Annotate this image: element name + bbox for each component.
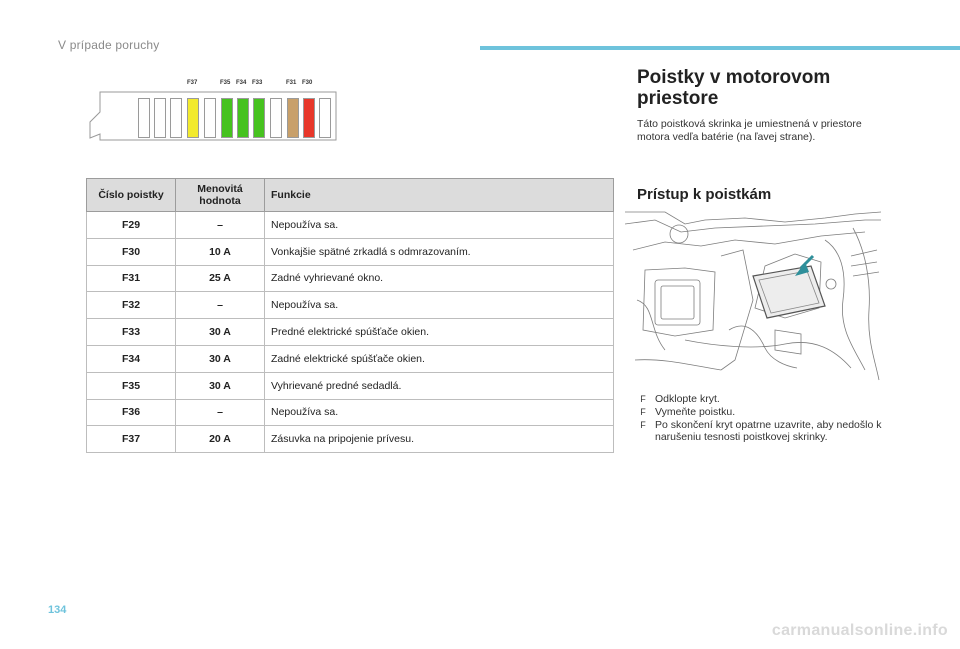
- table-row: [87, 292, 614, 319]
- fuse-f35: [221, 98, 233, 138]
- function-cell: Vyhrievané predné sedadlá.: [265, 372, 614, 399]
- table-row: [87, 212, 614, 239]
- function-cell: Zadné vyhrievané okno.: [265, 265, 614, 292]
- rating-cell: 30 A: [176, 319, 265, 346]
- fuse-number-cell: F34: [87, 345, 176, 372]
- rating-cell: –: [176, 399, 265, 426]
- watermark: carmanualsonline.info: [771, 622, 948, 639]
- fuse-number-cell: F30: [87, 238, 176, 265]
- engine-compartment-illustration: [625, 210, 881, 382]
- section-title: Poistky v motorovom priestore: [637, 67, 831, 109]
- table-row: [87, 319, 614, 346]
- bullet-icon: F: [640, 394, 646, 404]
- fuse-number-cell: F33: [87, 319, 176, 346]
- rating-cell: –: [176, 292, 265, 319]
- list-item: [637, 419, 887, 445]
- fuse-number-cell: F31: [87, 265, 176, 292]
- fuse-f33: [253, 98, 265, 138]
- fuse-labels: [88, 80, 338, 90]
- table-row: [87, 238, 614, 265]
- function-cell: Vonkajšie spätné zrkadlá s odmrazovaním.: [265, 238, 614, 265]
- rating-cell: 10 A: [176, 238, 265, 265]
- function-cell: Nepoužíva sa.: [265, 399, 614, 426]
- bullet-icon: F: [640, 406, 646, 417]
- page-number: 134: [48, 604, 67, 616]
- fuse-number-cell: F35: [87, 372, 176, 399]
- function-cell: Nepoužíva sa.: [265, 212, 614, 239]
- subsection-title: Prístup k poistkám: [637, 186, 772, 203]
- rating-cell: 30 A: [176, 372, 265, 399]
- fuse-box-diagram: [88, 80, 338, 142]
- page-header-title: V prípade poruchy: [58, 38, 160, 52]
- function-cell: Zásuvka na pripojenie prívesu.: [265, 426, 614, 453]
- function-cell: Nepoužíva sa.: [265, 292, 614, 319]
- function-cell: Zadné elektrické spúšťače okien.: [265, 345, 614, 372]
- fuse-slot-empty: [138, 98, 150, 138]
- fuse-f31: [287, 98, 299, 138]
- rating-cell: 25 A: [176, 265, 265, 292]
- fuse-number-cell: F36: [87, 399, 176, 426]
- step-text: Po skončení kryt opatrne uzavrite, aby nedošlo k narušeniu tesnosti poistkovej skrinky.: [655, 418, 882, 444]
- fuse-number-cell: F29: [87, 212, 176, 239]
- table-row: [87, 372, 614, 399]
- fuse-slot-empty: [270, 98, 282, 138]
- header-accent-bar: [480, 46, 960, 50]
- fuse-slot-empty: [154, 98, 166, 138]
- step-text: Odklopte kryt.: [655, 393, 720, 405]
- fuse-table-body: [87, 212, 614, 453]
- rating-cell: 30 A: [176, 345, 265, 372]
- step-text: Vymeňte poistku.: [655, 405, 736, 418]
- engine-illustration-svg: [625, 210, 881, 382]
- table-row: [87, 399, 614, 426]
- rating-cell: –: [176, 212, 265, 239]
- fuse-label-f34: F34: [236, 80, 247, 86]
- table-header-row: [87, 179, 614, 212]
- section-intro: Táto poistková skrinka je umiestnená v priestore motora vedľa batérie (na ľavej strane).: [637, 118, 862, 143]
- column-header-fuse-number: Číslo poistky: [87, 179, 176, 212]
- fuse-number-cell: F32: [87, 292, 176, 319]
- rating-cell: 20 A: [176, 426, 265, 453]
- table-row: [87, 426, 614, 453]
- bullet-icon: F: [640, 419, 646, 430]
- fuse-slot-empty: [204, 98, 216, 138]
- fuse-label-f33: F33: [252, 80, 263, 86]
- table-row: [87, 265, 614, 292]
- fuse-slot-empty: [170, 98, 182, 138]
- fuse-f37: [187, 98, 199, 138]
- fuse-box-outline: [88, 90, 338, 142]
- function-cell: Predné elektrické spúšťače okien.: [265, 319, 614, 346]
- fuse-label-f37: F37: [187, 80, 198, 86]
- column-header-rating: Menovitá hodnota: [176, 179, 265, 212]
- fuse-slot-empty: [319, 98, 331, 138]
- fuse-f34: [237, 98, 249, 138]
- column-header-functions: Funkcie: [265, 179, 614, 212]
- fuse-table: [86, 178, 614, 453]
- steps-list: [637, 393, 887, 444]
- fuse-label-f35: F35: [220, 80, 231, 86]
- list-item: [637, 393, 887, 406]
- fuse-f30: [303, 98, 315, 138]
- fuse-label-f30: F30: [302, 80, 313, 86]
- fuse-number-cell: F37: [87, 426, 176, 453]
- list-item: [637, 406, 887, 419]
- table-row: [87, 345, 614, 372]
- fuse-label-f31: F31: [286, 80, 297, 86]
